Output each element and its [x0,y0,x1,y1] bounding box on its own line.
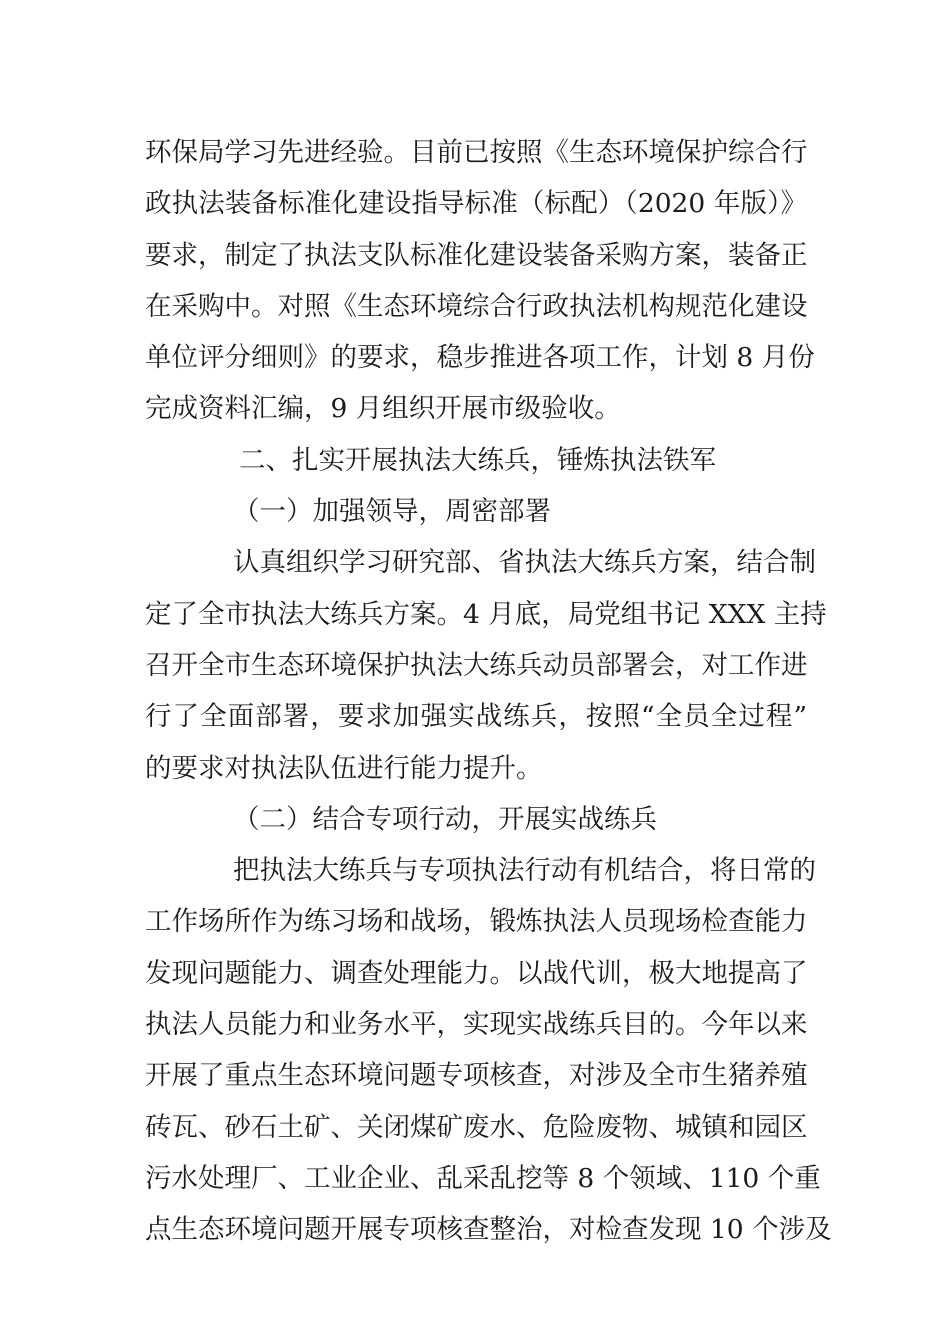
paragraph-line: 召开全市生态环境保护执法大练兵动员部署会，对工作进 [145,649,808,681]
paragraph-line: 行了全面部署，要求加强实战练兵，按照“全员全过程” [145,701,807,733]
document-body [145,127,832,1256]
paragraph-line: 认真组织学习研究部、省执法大练兵方案，结合制 [233,547,816,579]
paragraph-line: 要求，制定了执法支队标准化建设装备采购方案，装备正 [145,239,808,271]
paragraph-line: 点生态环境问题开展专项核查整治，对检查发现 10 个涉及 [145,1214,832,1246]
paragraph-line: 污水处理厂、工业企业、乱采乱挖等 8 个领域、110 个重 [145,1162,821,1194]
paragraph-line: 发现问题能力、调查处理能力。以战代训，极大地提高了 [145,957,808,989]
subsection-heading: （二）结合专项行动，开展实战练兵 [233,803,657,835]
paragraph-line: 砖瓦、砂石土矿、关闭煤矿废水、危险废物、城镇和园区 [145,1111,808,1143]
paragraph-line: 执法人员能力和业务水平，实现实战练兵目的。今年以来 [145,1009,808,1041]
paragraph-line: 单位评分细则》的要求，稳步推进各项工作，计划 8 月份 [145,342,815,374]
paragraph-line: 环保局学习先进经验。目前已按照《生态环境保护综合行 [145,137,808,168]
paragraph-line: 在采购中。对照《生态环境综合行政执法机构规范化建设 [145,290,808,322]
paragraph-line: 开展了重点生态环境问题专项核查，对涉及全市生猪养殖 [145,1060,808,1092]
subsection-heading: （一）加强领导，周密部署 [233,496,551,528]
paragraph-line: 政执法装备标准化建设指导标准（标配）（2020 年版）》 [145,188,807,220]
paragraph-line: 把执法大练兵与专项执法行动有机结合，将日常的 [233,855,816,887]
paragraph-line: 完成资料汇编，9 月组织开展市级验收。 [145,393,621,425]
paragraph-line: 定了全市执法大练兵方案。4 月底，局党组书记 XXX 主持 [145,598,827,630]
paragraph-line: 的要求对执法队伍进行能力提升。 [145,752,543,784]
section-heading: 二、扎实开展执法大练兵，锤炼执法铁军 [239,444,716,476]
paragraph-line: 工作场所作为练习场和战场，锻炼执法人员现场检查能力 [145,906,808,938]
